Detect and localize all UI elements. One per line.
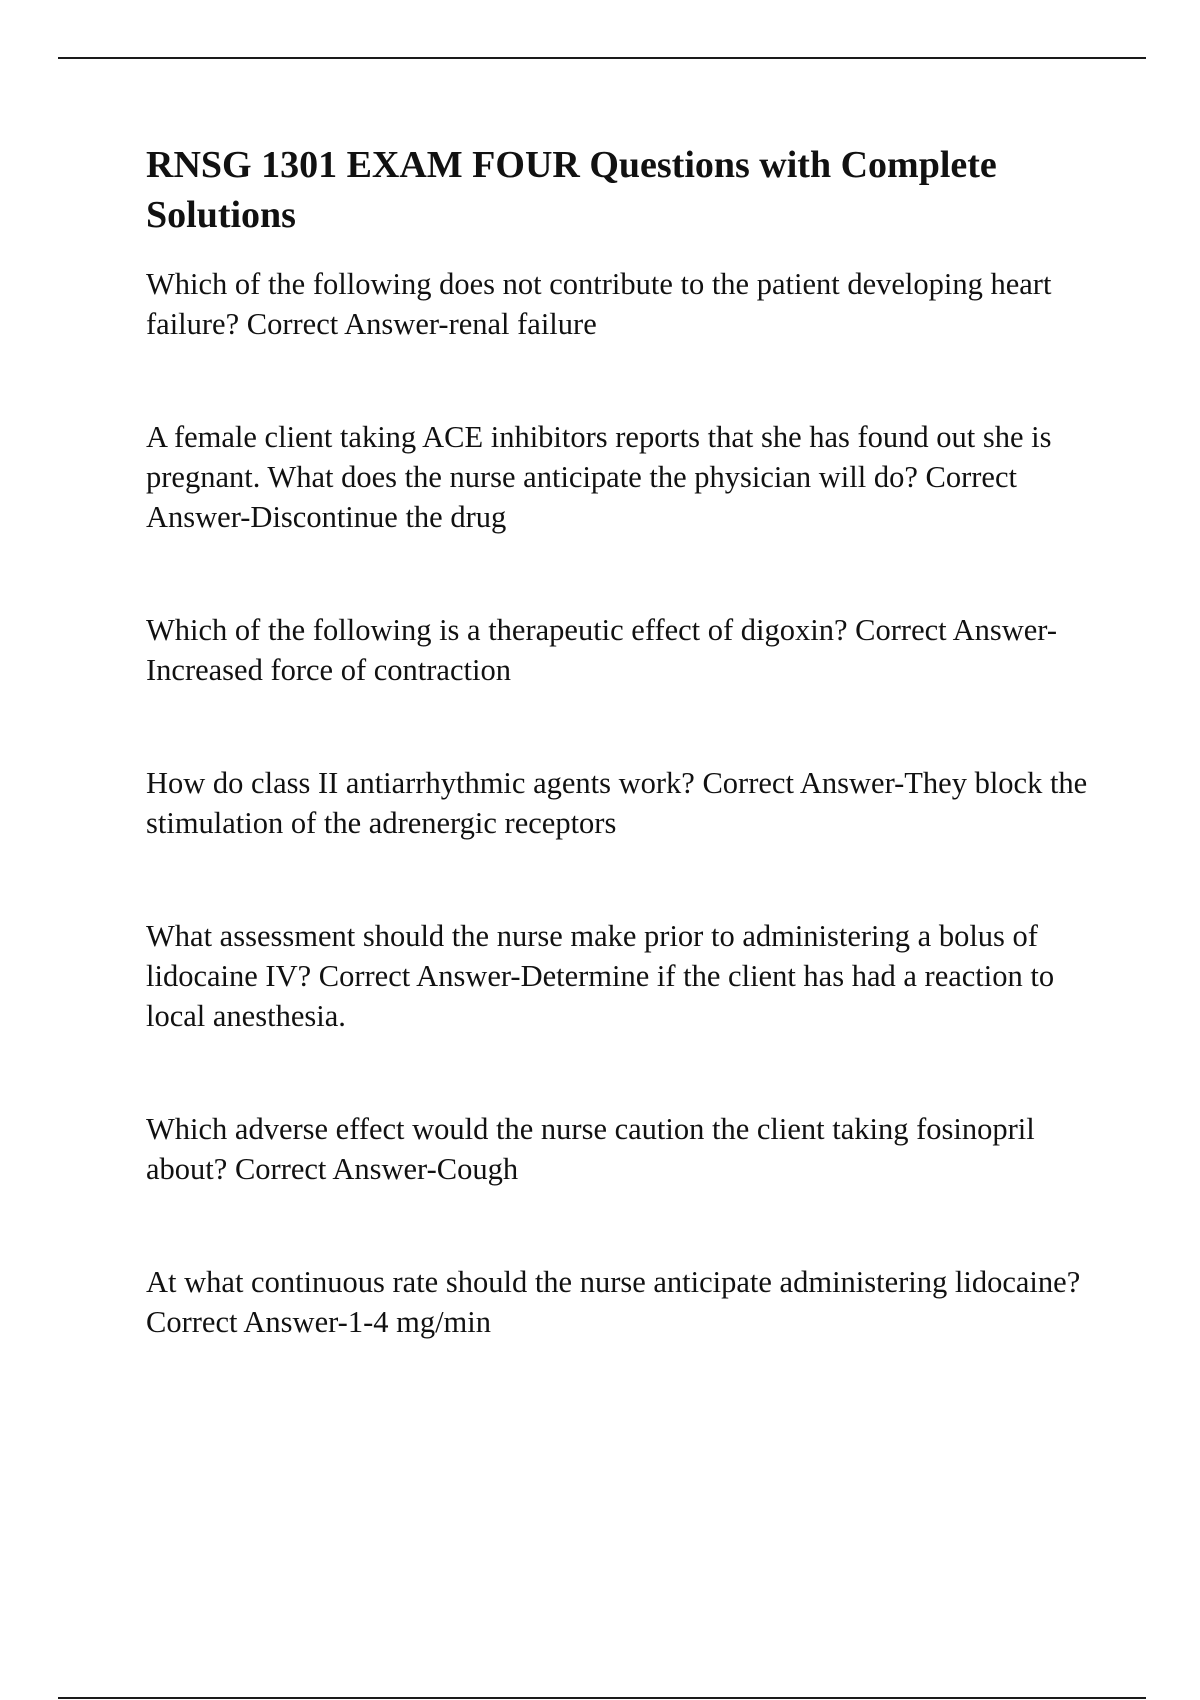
question-text: How do class II antiarrhythmic agents work? — [146, 766, 703, 800]
question-text: A female client taking ACE inhibitors reports that she has found out she is pregnant. What does the nurse anticipate the physician will do? — [146, 420, 1052, 494]
answer-text — [235, 1152, 518, 1186]
qa-item — [146, 264, 1106, 344]
answer-value: Determine if the client has had a reaction to local anesthesia. — [146, 959, 1055, 1033]
answer-value: Discontinue the drug — [250, 500, 507, 534]
answer-value: Cough — [436, 1152, 519, 1186]
answer-prefix: Correct Answer- — [234, 1152, 437, 1186]
header-rule — [58, 57, 1146, 59]
qa-list — [146, 264, 1106, 1342]
answer-prefix: Correct Answer- — [246, 307, 449, 341]
qa-item — [146, 763, 1106, 843]
question-text: Which adverse effect would the nurse caution the client taking fosinopril about? — [146, 1112, 1035, 1186]
answer-text — [247, 307, 597, 341]
answer-prefix: Correct Answer- — [146, 460, 1017, 534]
answer-prefix: Correct Answer- — [146, 1305, 348, 1339]
qa-item — [146, 610, 1106, 690]
qa-item — [146, 1109, 1106, 1189]
answer-text — [146, 1305, 491, 1339]
question-text: Which of the following is a therapeutic effect of digoxin? — [146, 613, 856, 647]
answer-prefix: Correct Answer- — [855, 613, 1057, 647]
qa-item — [146, 916, 1106, 1036]
answer-value: Increased force of contraction — [146, 653, 511, 687]
qa-item — [146, 417, 1106, 537]
answer-prefix: Correct Answer- — [702, 766, 905, 800]
answer-value: renal failure — [448, 307, 597, 341]
question-text: At what continuous rate should the nurse anticipate administering lidocaine? — [146, 1265, 1081, 1299]
question-text: What assessment should the nurse make prior to administering a bolus of lidocaine IV? — [146, 919, 1038, 993]
answer-prefix: Correct Answer- — [318, 959, 521, 993]
answer-value: They block the stimulation of the adrenergic receptors — [146, 766, 1088, 840]
question-text: Which of the following does not contribute to the patient developing heart failure? — [146, 267, 1052, 341]
footer-rule — [58, 1697, 1146, 1699]
answer-value: 1-4 mg/min — [347, 1305, 491, 1339]
document-page — [146, 140, 1106, 1415]
document-title: RNSG 1301 EXAM FOUR Questions with Complete Solutions — [146, 144, 997, 236]
qa-item — [146, 1262, 1106, 1342]
